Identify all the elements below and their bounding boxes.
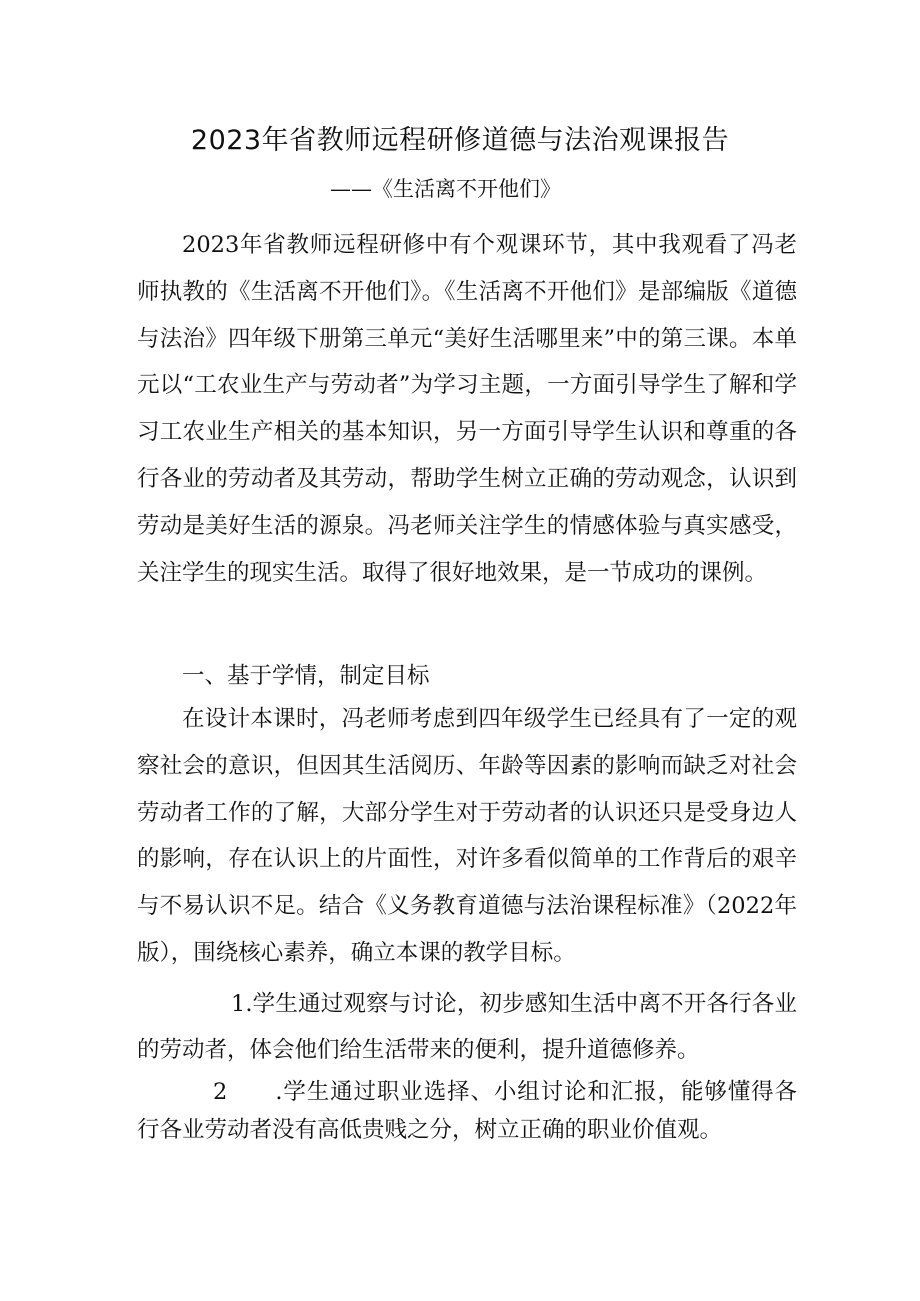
goal-text-1: 学生通过观察与讨论，初步感知生活中离不开各行各业的劳动者，体会他们给生活带来的便利，提升道德修养。 xyxy=(137,991,797,1063)
intro-paragraph: 2023年省教师远程研修中有个观课环节，其中我观看了冯老师执教的《生活离不开他们》。《生活离不开他们》是部编版《道德与法治》四年级下册第三单元“美好生活哪里来”中的第三课。本单元以“工农业生产与劳动者”为学习主题，一方面引导学生了解和学习工农业生产相关的基本知识，另一方面引导学生认识和尊重的各行各业的劳动者及其劳动，帮助学生树立正确的劳动观念，认识到劳动是美好生活的源泉。冯老师关注学生的情感体验与真实感受，关注学生的现实生活。取得了很好地效果，是一节成功的课例。 xyxy=(137,232,797,586)
goal-number-2: 2 xyxy=(213,1079,228,1105)
section-heading-1: 一、基于学情，制定目标 xyxy=(182,663,430,689)
goal-text-2: .学生通过职业选择、小组讨论和汇报，能够懂得各行各业劳动者没有高低贵贱之分，树立正确的职业价值观。 xyxy=(137,1079,797,1143)
goal-item-2 xyxy=(137,1073,797,1149)
document-title: 2023年省教师远程研修道德与法治观课报告 xyxy=(190,125,730,156)
goal-item-1 xyxy=(137,981,797,1073)
document-subtitle: ——《生活离不开他们》 xyxy=(330,177,561,201)
section-1-paragraph: 在设计本课时，冯老师考虑到四年级学生已经具有了一定的观察社会的意识，但因其生活阅历、年龄等因素的影响而缺乏对社会劳动者工作的了解，大部分学生对于劳动者的认识还只是受身边人的影响，存在认识上的片面性，对许多看似简单的工作背后的艰辛与不易认识不足。结合《义务教育道德与法治课程标准》（2022年版），围绕核心素养，确立本课的教学目标。 xyxy=(137,706,797,966)
goal-number-1: 1. xyxy=(231,991,253,1017)
